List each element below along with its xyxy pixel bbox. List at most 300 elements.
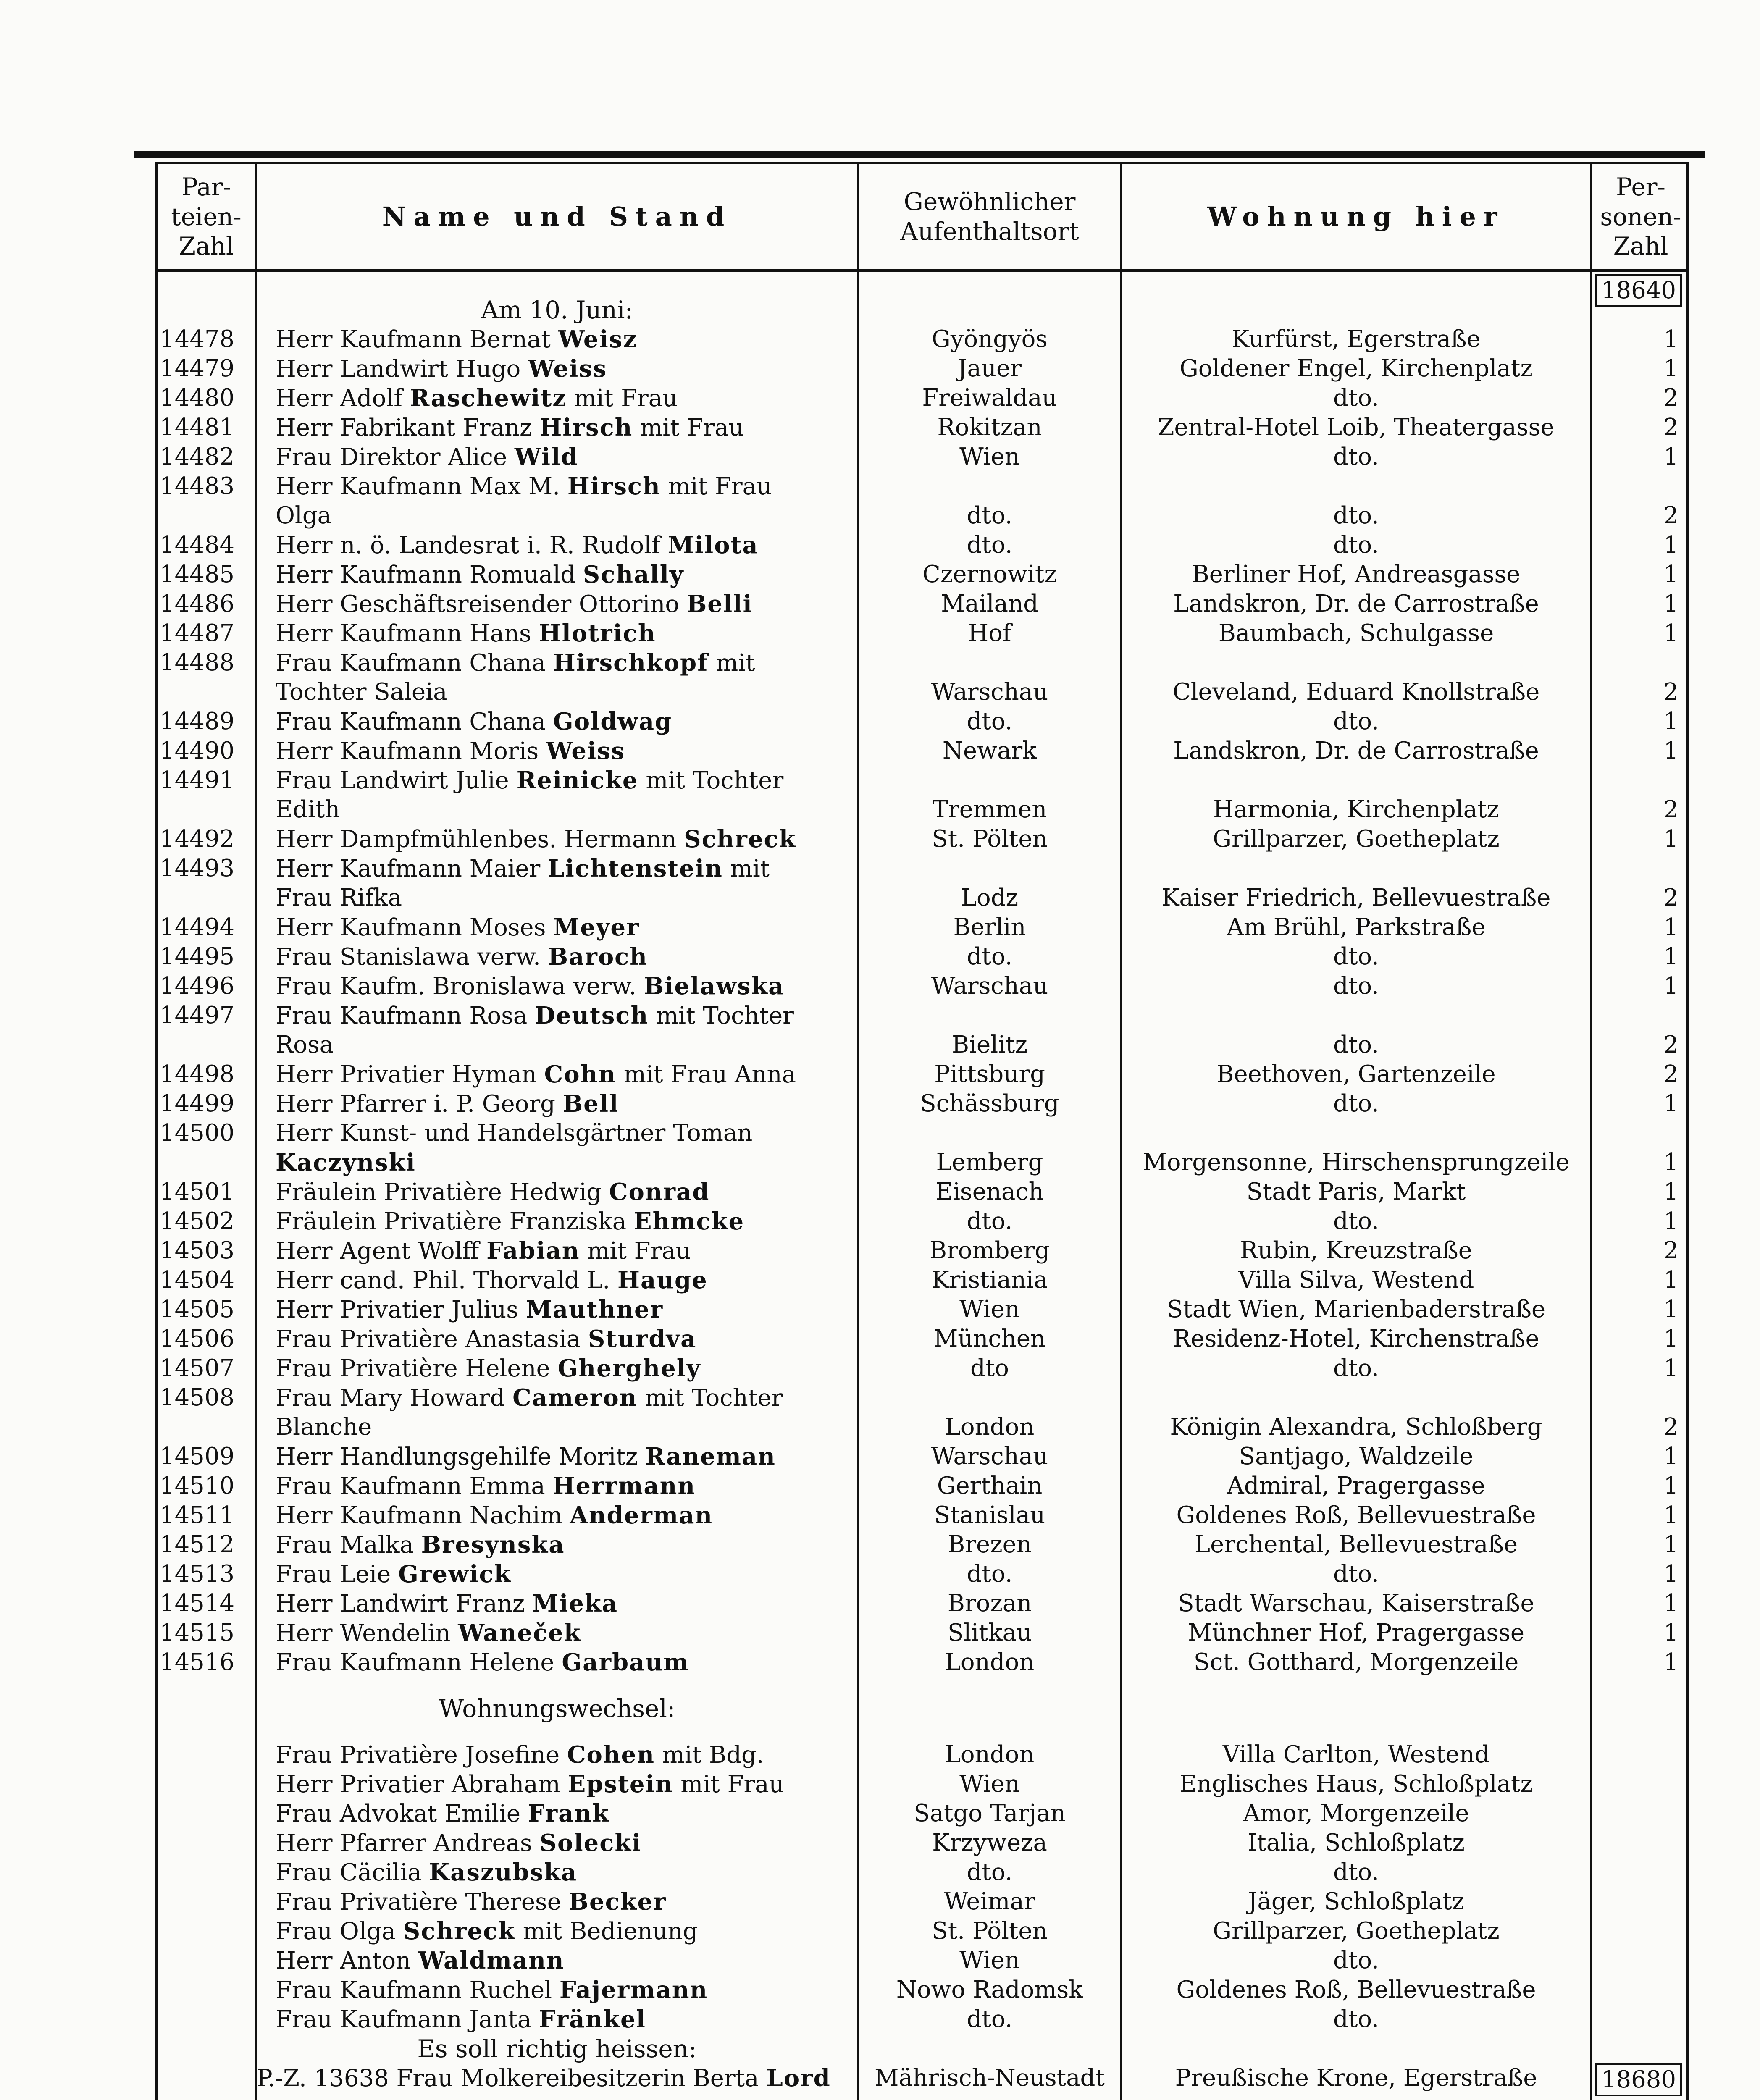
surname: Lichtenstein [548, 855, 723, 882]
aufenthaltsort: Freiwaldau [922, 384, 1057, 412]
wohnung: dto. [1333, 384, 1379, 412]
personen-zahl: 1 [1663, 1296, 1679, 1323]
name-prefix: Herr Handlungsgehilfe Moritz [276, 1443, 646, 1470]
entry-name [276, 648, 855, 677]
entry-name [276, 1118, 855, 1148]
table-row [158, 560, 1686, 589]
aufenthaltsort [859, 854, 1120, 883]
aufenthaltsort: dto. [967, 943, 1013, 970]
table-row [158, 1265, 1686, 1295]
wohnung: Goldener Engel, Kirchenplatz [1179, 355, 1533, 382]
parteien-zahl: 14510 [160, 1472, 235, 1499]
wohnung: dto. [1333, 502, 1379, 529]
surname: Schreck [684, 825, 796, 853]
parteien-zahl: 14508 [160, 1384, 235, 1411]
carry-over-top [1590, 274, 1687, 307]
table-row [158, 1589, 1686, 1618]
personen-zahl: 2 [1663, 1413, 1679, 1441]
name-prefix: Herr Kaufmann Romuald [276, 561, 583, 588]
surname: Weiss [528, 355, 607, 383]
parteien-zahl [160, 883, 258, 913]
parteien-zahl: 14480 [160, 384, 235, 412]
top-rule [134, 151, 1705, 158]
table-row [158, 1412, 1686, 1442]
wohnung: dto. [1333, 2006, 1379, 2033]
surname: Frank [528, 1800, 609, 1827]
parteien-zahl: 14495 [160, 943, 235, 970]
name-prefix: Frau Kaufmann Janta [276, 2006, 539, 2033]
entry-name [276, 1916, 855, 1946]
table-row [158, 648, 1686, 677]
name-prefix: Herr Privatier Hyman [276, 1061, 544, 1088]
aufenthaltsort: Eisenach [935, 1178, 1044, 1205]
aufenthaltsort [859, 1383, 1120, 1412]
aufenthaltsort: Schässburg [920, 1090, 1059, 1117]
parteien-zahl [160, 1412, 258, 1442]
name-prefix: Fräulein Privatière Franziska [276, 1208, 634, 1235]
register-table [155, 162, 1689, 2100]
surname: Lord [766, 2064, 831, 2092]
wohnung: Harmonia, Kirchenplatz [1213, 796, 1500, 823]
personen-zahl: 1 [1663, 1443, 1679, 1470]
parteien-zahl: 14492 [160, 825, 235, 853]
wohnung: Admiral, Pragergasse [1227, 1472, 1485, 1499]
surname: Sturdva [588, 1325, 697, 1353]
entry-name [276, 1648, 855, 1677]
personen-zahl: 1 [1663, 1472, 1679, 1499]
aufenthaltsort: Lodz [961, 884, 1019, 911]
table-row [158, 442, 1686, 472]
wohnung: Sct. Gotthard, Morgenzeile [1193, 1648, 1519, 1676]
surname: Waldmann [418, 1947, 565, 1974]
aufenthaltsort: dto. [967, 1858, 1013, 1886]
parteien-zahl: 14485 [160, 561, 235, 588]
table-row [158, 1887, 1686, 1916]
table-row [158, 1648, 1686, 1677]
wohnung: Amor, Morgenzeile [1243, 1800, 1469, 1827]
aufenthaltsort: Brezen [948, 1531, 1032, 1558]
surname: Herrmann [552, 1472, 696, 1500]
parteien-zahl: 14515 [160, 1619, 235, 1646]
table-row [158, 1324, 1686, 1354]
entry-name [276, 1060, 855, 1089]
aufenthaltsort [859, 648, 1120, 677]
wohnung: Landskron, Dr. de Carrostraße [1173, 737, 1539, 764]
table-row [158, 1858, 1686, 1887]
wohnung: dto. [1333, 972, 1379, 1000]
surname: Waneček [458, 1619, 581, 1647]
name-prefix: Tochter Saleia [276, 678, 447, 706]
name-prefix: Rosa [276, 1031, 334, 1058]
personen-zahl: 1 [1663, 590, 1679, 617]
entry-name [276, 1887, 855, 1916]
table-row [158, 1828, 1686, 1858]
parteien-zahl: 14509 [160, 1443, 235, 1470]
entry-name [276, 677, 855, 707]
name-suffix: mit [708, 649, 755, 677]
entry-name [276, 1589, 855, 1618]
parteien-zahl: 14497 [160, 1002, 235, 1029]
wohnung [1122, 1118, 1590, 1148]
personen-zahl: 1 [1663, 1325, 1679, 1352]
surname: Weiss [546, 737, 625, 765]
parteien-zahl: 14513 [160, 1560, 235, 1588]
table-row [158, 1148, 1686, 1177]
table-row [158, 1946, 1686, 1975]
personen-zahl: 1 [1663, 1619, 1679, 1646]
name-prefix: Frau Kaufmann Emma [276, 1473, 553, 1500]
name-prefix: Frau Cäcilia [276, 1859, 429, 1886]
entry-name [276, 1148, 855, 1177]
wohnung: Italia, Schloßplatz [1248, 1829, 1465, 1856]
entry-name [276, 530, 855, 560]
wohnung [1122, 1383, 1590, 1412]
wohnung [1122, 472, 1590, 501]
name-suffix: mit Tochter [638, 767, 784, 794]
table-row [158, 1769, 1686, 1799]
surname: Hirsch [567, 472, 661, 500]
name-prefix: Frau Leie [276, 1561, 399, 1588]
entry-name [276, 1946, 855, 1975]
personen-zahl: 1 [1663, 1208, 1679, 1235]
wohnung: dto. [1333, 1858, 1379, 1886]
entry-name [276, 883, 855, 913]
wohnung: Kaiser Friedrich, Bellevuestraße [1161, 884, 1551, 911]
table-row [158, 1442, 1686, 1471]
personen-zahl: 2 [1663, 414, 1679, 441]
surname: Kaczynski [276, 1149, 416, 1176]
aufenthaltsort: Stanislau [934, 1502, 1045, 1529]
wohnung: Rubin, Kreuzstraße [1240, 1237, 1472, 1264]
surname: Wild [514, 443, 578, 471]
entry-name [276, 501, 855, 530]
table-row [158, 1030, 1686, 1060]
parteien-zahl: 14514 [160, 1590, 235, 1617]
wohnung: Kurfürst, Egerstraße [1232, 326, 1481, 353]
entry-name [276, 2005, 855, 2034]
personen-zahl: 1 [1663, 1560, 1679, 1588]
personen-zahl: 1 [1663, 943, 1679, 970]
aufenthaltsort: Weimar [944, 1888, 1035, 1915]
surname: Epstein [567, 1770, 673, 1798]
parteien-zahl: 14496 [160, 972, 235, 1000]
entry-name [276, 1740, 855, 1769]
personen-zahl [1590, 1383, 1687, 1412]
entry-name [276, 472, 855, 501]
name-prefix: Frau Privatière Therese [276, 1888, 569, 1916]
parteien-zahl: 14516 [160, 1648, 235, 1676]
personen-zahl: 2 [1663, 384, 1679, 412]
parteien-zahl: 14494 [160, 914, 235, 941]
wohnung [1122, 854, 1590, 883]
name-suffix: mit Frau [673, 1771, 784, 1798]
entry-name [276, 1501, 855, 1530]
surname: Kaszubska [429, 1858, 578, 1886]
name-suffix: mit Bedienung [515, 1918, 698, 1945]
personen-zahl: 1 [1663, 620, 1679, 647]
name-suffix: mit Frau Anna [616, 1061, 796, 1088]
aufenthaltsort: Wien [959, 1770, 1020, 1798]
aufenthaltsort: London [945, 1413, 1035, 1441]
surname: Baroch [548, 943, 648, 971]
name-prefix: Herr Landwirt Hugo [276, 355, 528, 383]
table-row [158, 824, 1686, 854]
entry-name [276, 1236, 855, 1265]
table-row [158, 383, 1686, 413]
name-prefix: Herr Agent Wolff [276, 1237, 487, 1265]
personen-zahl: 2 [1663, 1060, 1679, 1088]
personen-zahl [1590, 472, 1687, 501]
aufenthaltsort: München [933, 1325, 1046, 1352]
surname: Fajermann [559, 1976, 708, 2004]
personen-zahl: 1 [1663, 561, 1679, 588]
name-prefix: Herr Kaufmann Moses [276, 914, 554, 941]
table-row [158, 354, 1686, 383]
name-prefix: Frau Privatière Josefine [276, 1741, 567, 1769]
parteien-zahl: 14502 [160, 1208, 235, 1235]
personen-zahl: 1 [1663, 1531, 1679, 1558]
personen-zahl: 1 [1663, 1354, 1679, 1382]
table-row [158, 2063, 1686, 2093]
table-row [158, 1799, 1686, 1828]
surname: Bresynska [421, 1531, 565, 1559]
parteien-zahl: 14511 [160, 1502, 235, 1529]
carry-over-value: 18640 [1595, 274, 1682, 307]
name-prefix: Herr Kunst- und Handelsgärtner Toman [276, 1119, 753, 1147]
name-prefix: Frau Mary Howard [276, 1384, 513, 1412]
personen-zahl: 1 [1663, 1502, 1679, 1529]
surname: Conrad [609, 1178, 710, 1206]
wohnung: Stadt Wien, Marienbaderstraße [1166, 1296, 1546, 1323]
name-suffix: mit Bdg. [654, 1741, 764, 1769]
table-row [158, 1530, 1686, 1559]
aufenthaltsort: Warschau [931, 1443, 1048, 1470]
surname: Gherghely [557, 1354, 701, 1382]
table-row [158, 1236, 1686, 1265]
personen-zahl: 1 [1663, 531, 1679, 559]
wohnung: Englisches Haus, Schloßplatz [1179, 1770, 1533, 1798]
name-prefix: Herr Wendelin [276, 1620, 458, 1647]
surname: Grewick [398, 1560, 512, 1588]
surname: Raneman [645, 1443, 776, 1470]
personen-zahl: 2 [1663, 1237, 1679, 1264]
wohnung: dto. [1333, 1031, 1379, 1058]
surname: Cameron [512, 1384, 638, 1412]
table-row [158, 971, 1686, 1001]
parteien-zahl: 14481 [160, 414, 235, 441]
name-prefix: Herr Kaufmann Maier [276, 855, 548, 882]
surname: Weisz [558, 326, 638, 353]
surname: Reinicke [516, 766, 638, 794]
entry-name [276, 1799, 855, 1828]
table-row [158, 1295, 1686, 1324]
header-aufenthaltsort: Gewöhnlicher Aufenthaltsort [900, 187, 1079, 246]
table-row [158, 1354, 1686, 1383]
parteien-zahl: 14507 [160, 1354, 235, 1382]
table-row [158, 1060, 1686, 1089]
table-row [158, 736, 1686, 766]
personen-zahl: 2 [1663, 502, 1679, 529]
table-row [158, 1559, 1686, 1589]
wohnung: Königin Alexandra, Schloßberg [1170, 1413, 1542, 1441]
aufenthaltsort: Slitkau [947, 1619, 1032, 1646]
correction-heading: Es soll richtig heissen: [417, 2034, 697, 2063]
entry-name [276, 383, 855, 413]
name-prefix: Herr Pfarrer Andreas [276, 1830, 540, 1857]
name-prefix: Herr Fabrikant Franz [276, 414, 540, 441]
name-prefix: Herr Anton [276, 1947, 418, 1974]
aufenthaltsort: Hof [968, 620, 1011, 647]
parteien-zahl: 14506 [160, 1325, 235, 1352]
name-prefix: Fräulein Privatière Hedwig [276, 1179, 609, 1206]
name-prefix: Frau Malka [276, 1531, 421, 1559]
entry-name [276, 707, 855, 736]
surname: Solecki [539, 1829, 642, 1857]
name-prefix: Herr Adolf [276, 385, 410, 412]
parteien-zahl: 14487 [160, 620, 235, 647]
name-prefix: Frau Stanislawa verw. [276, 943, 548, 971]
personen-zahl: 2 [1663, 1031, 1679, 1058]
wohnung: Münchner Hof, Pragergasse [1187, 1619, 1524, 1646]
entry-name [276, 1559, 855, 1589]
surname: Fabian [486, 1237, 580, 1265]
aufenthaltsort: Gerthain [937, 1472, 1043, 1499]
name-suffix: mit Tochter [637, 1384, 783, 1412]
change-heading: Wohnungswechsel: [439, 1694, 675, 1723]
name-prefix: Herr Kaufmann Bernat [276, 326, 558, 353]
parteien-zahl: 14484 [160, 531, 235, 559]
aufenthaltsort: Wien [959, 1947, 1020, 1974]
name-suffix: mit Tochter [649, 1002, 794, 1029]
aufenthaltsort: Krzyweza [932, 1829, 1047, 1856]
table-row [158, 1207, 1686, 1236]
table-row [158, 766, 1686, 795]
aufenthaltsort: Bielitz [951, 1031, 1028, 1058]
entry-name [276, 1471, 855, 1501]
aufenthaltsort: dto. [967, 2006, 1013, 2033]
personen-zahl: 1 [1663, 972, 1679, 1000]
parteien-zahl: 14478 [160, 326, 235, 353]
personen-zahl: 1 [1663, 355, 1679, 382]
entry-name [276, 1828, 855, 1858]
aufenthaltsort: St. Pölten [932, 1917, 1048, 1945]
name-prefix: Frau Kaufmann Chana [276, 649, 553, 677]
name-prefix: Frau Direktor Alice [276, 444, 515, 471]
wohnung [1122, 766, 1590, 795]
name-suffix: mit Frau [660, 473, 772, 500]
name-prefix: Herr cand. Phil. Thorvald L. [276, 1267, 618, 1294]
wohnung: Grillparzer, Goetheplatz [1213, 825, 1500, 853]
personen-zahl: 2 [1663, 678, 1679, 706]
name-prefix: Frau Olga [276, 1918, 403, 1945]
name-prefix: Frau Kaufmann Chana [276, 708, 553, 735]
parteien-zahl: 14491 [160, 766, 235, 794]
table-row [158, 1001, 1686, 1030]
name-prefix: Frau Landwirt Julie [276, 767, 517, 794]
wohnung: dto. [1333, 531, 1379, 559]
parteien-zahl [160, 677, 258, 707]
table-row [158, 501, 1686, 530]
name-prefix: P.-Z. 13638 Frau Molkereibesitzerin Berta [257, 2065, 767, 2092]
wohnung: Stadt Warschau, Kaiserstraße [1178, 1590, 1534, 1617]
header-divider [158, 269, 1686, 272]
entry-name [276, 971, 855, 1001]
name-prefix: Herr Kaufmann Hans [276, 620, 539, 647]
entry-name [276, 1412, 855, 1442]
aufenthaltsort: Tremmen [932, 796, 1047, 823]
aufenthaltsort [859, 766, 1120, 795]
date-heading: Am 10. Juni: [481, 296, 633, 324]
wohnung: Morgensonne, Hirschensprungzeile [1143, 1149, 1570, 1176]
wohnung: Am Brühl, Parkstraße [1227, 914, 1486, 941]
surname: Hauge [617, 1266, 708, 1294]
aufenthaltsort: London [945, 1648, 1035, 1676]
aufenthaltsort: Wien [959, 443, 1020, 470]
aufenthaltsort: Wien [959, 1296, 1020, 1323]
name-prefix: Edith [276, 796, 340, 823]
entry-name [276, 1442, 855, 1471]
parteien-zahl: 14512 [160, 1531, 235, 1558]
entry-name [276, 413, 855, 442]
entry-name [257, 2063, 857, 2093]
name-prefix: Frau Kaufmann Helene [276, 1649, 562, 1676]
personen-zahl [1590, 1118, 1687, 1148]
wohnung: Goldenes Roß, Bellevuestraße [1176, 1976, 1536, 2003]
entry-name [276, 1177, 855, 1207]
parteien-zahl: 14488 [160, 649, 235, 676]
name-prefix: Herr Kaufmann Moris [276, 738, 546, 765]
name-prefix: Herr Kaufmann Nachim [276, 1502, 570, 1529]
name-suffix: mit Frau [580, 1237, 691, 1265]
parteien-zahl: 14490 [160, 737, 235, 764]
parteien-zahl: 14489 [160, 708, 235, 735]
personen-zahl: 1 [1663, 1090, 1679, 1117]
parteien-zahl [160, 501, 258, 530]
entry-name [276, 1295, 855, 1324]
aufenthaltsort: Lemberg [936, 1149, 1043, 1176]
entry-name [276, 795, 855, 824]
aufenthaltsort: Warschau [931, 972, 1048, 1000]
aufenthaltsort: Berlin [953, 914, 1026, 941]
name-prefix: Herr Geschäftsreisender Ottorino [276, 591, 687, 618]
surname: Hlotrich [539, 620, 656, 647]
aufenthaltsort: Jauer [958, 355, 1022, 382]
name-prefix: Frau Advokat Emilie [276, 1800, 528, 1827]
table-row [158, 1118, 1686, 1148]
aufenthaltsort: dto. [967, 531, 1013, 559]
parteien-zahl [160, 1148, 258, 1177]
table-row [158, 795, 1686, 824]
personen-zahl: 1 [1663, 1266, 1679, 1294]
personen-zahl: 1 [1663, 1178, 1679, 1205]
personen-zahl: 1 [1663, 1149, 1679, 1176]
name-prefix: Frau Kaufmann Rosa [276, 1002, 535, 1029]
entry-name [276, 325, 855, 354]
name-suffix: mit Frau [633, 414, 744, 441]
wohnung [1122, 648, 1590, 677]
parteien-zahl: 14498 [160, 1060, 235, 1088]
entry-name [276, 1383, 855, 1412]
aufenthaltsort: dto. [967, 708, 1013, 735]
name-prefix: Frau Rifka [276, 884, 402, 911]
wohnung: dto. [1333, 443, 1379, 470]
header-personen-zahl: Per- sonen- Zahl [1600, 172, 1681, 261]
personen-zahl: 1 [1663, 443, 1679, 470]
aufenthaltsort: dto. [967, 1560, 1013, 1588]
aufenthaltsort: Satgo Tarjan [914, 1800, 1066, 1827]
wohnung: Villa Silva, Westend [1238, 1266, 1474, 1294]
entry-name [276, 1030, 855, 1060]
